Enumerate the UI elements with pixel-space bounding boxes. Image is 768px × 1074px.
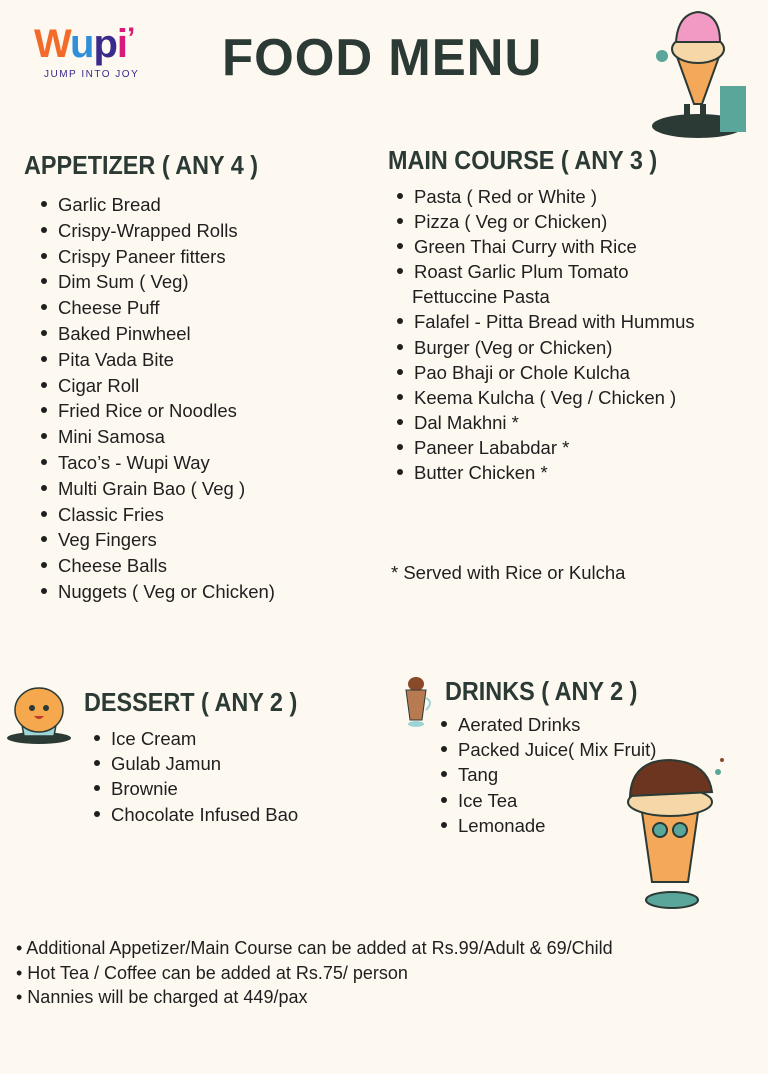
list-item: Pita Vada Bite [58, 347, 275, 373]
list-item: Tang [458, 762, 656, 787]
list-item: Gulab Jamun [111, 751, 298, 776]
note: • Nannies will be charged at 449/pax [16, 987, 308, 1007]
list-item: Fried Rice or Noodles [58, 398, 275, 424]
list-item: Keema Kulcha ( Veg / Chicken ) [414, 385, 695, 410]
drinks-heading: DRINKS ( ANY 2 ) [445, 676, 638, 706]
list-item: Aerated Drinks [458, 712, 656, 737]
list-item: Pizza ( Veg or Chicken) [414, 209, 695, 234]
note: • Additional Appetizer/Main Course can be added at Rs.99/Adult & 69/Child [16, 938, 613, 958]
milkshake-glass-icon [400, 674, 434, 730]
list-item: Roast Garlic Plum Tomato [414, 259, 695, 284]
main-course-footnote: * Served with Rice or Kulcha [391, 562, 626, 583]
list-item: Dim Sum ( Veg) [58, 269, 275, 295]
list-item: Garlic Bread [58, 192, 275, 218]
list-item: Crispy-Wrapped Rolls [58, 218, 275, 244]
note: • Hot Tea / Coffee can be added at Rs.75/ person [16, 962, 408, 983]
list-item: Packed Juice( Mix Fruit) [458, 737, 656, 762]
list-item: Cheese Balls [58, 553, 275, 579]
muffin-mascot-illustration [4, 682, 74, 746]
list-item: Cheese Puff [58, 295, 275, 321]
dessert-list [93, 726, 298, 827]
notes [16, 936, 613, 1010]
list-item: Mini Samosa [58, 424, 275, 450]
list-item: Multi Grain Bao ( Veg ) [58, 476, 275, 502]
main-course-list [396, 184, 695, 485]
list-item: Lemonade [458, 813, 656, 838]
wupi-logo [34, 22, 139, 80]
list-item: Taco’s - Wupi Way [58, 450, 275, 476]
list-item: Chocolate Infused Bao [111, 802, 298, 827]
list-item: Nuggets ( Veg or Chicken) [58, 579, 275, 605]
list-item: Classic Fries [58, 502, 275, 528]
appetizer-heading: APPETIZER ( ANY 4 ) [24, 150, 259, 180]
list-item: Cigar Roll [58, 373, 275, 399]
dessert-heading: DESSERT ( ANY 2 ) [84, 687, 298, 717]
list-item-continuation [414, 284, 695, 309]
main-course-heading: MAIN COURSE ( ANY 3 ) [388, 145, 658, 175]
list-item: Pao Bhaji or Chole Kulcha [414, 360, 695, 385]
list-item-continuation-text: Fettuccine Pasta [412, 286, 550, 308]
list-item: Veg Fingers [58, 527, 275, 553]
list-item: Green Thai Curry with Rice [414, 234, 695, 259]
list-item: Burger (Veg or Chicken) [414, 335, 695, 360]
list-item: Paneer Lababdar * [414, 435, 695, 460]
list-item: Dal Makhni * [414, 410, 695, 435]
list-item: Brownie [111, 776, 298, 801]
skateboard-cup-mascot-illustration [622, 752, 732, 917]
ice-cream-mascot-illustration [648, 4, 748, 140]
list-item: Pasta ( Red or White ) [414, 184, 695, 209]
list-item: Ice Tea [458, 788, 656, 813]
logo-tagline: JUMP INTO JOY [44, 69, 140, 80]
page-title: FOOD MENU [222, 29, 543, 87]
list-item: Ice Cream [111, 726, 298, 751]
list-item: Butter Chicken * [414, 460, 695, 485]
list-item: Baked Pinwheel [58, 321, 275, 347]
list-item: Falafel - Pitta Bread with Hummus [414, 309, 695, 334]
logo-wordmark: Wupi’ [34, 22, 135, 66]
list-item: Crispy Paneer fitters [58, 244, 275, 270]
appetizer-list [40, 192, 275, 605]
